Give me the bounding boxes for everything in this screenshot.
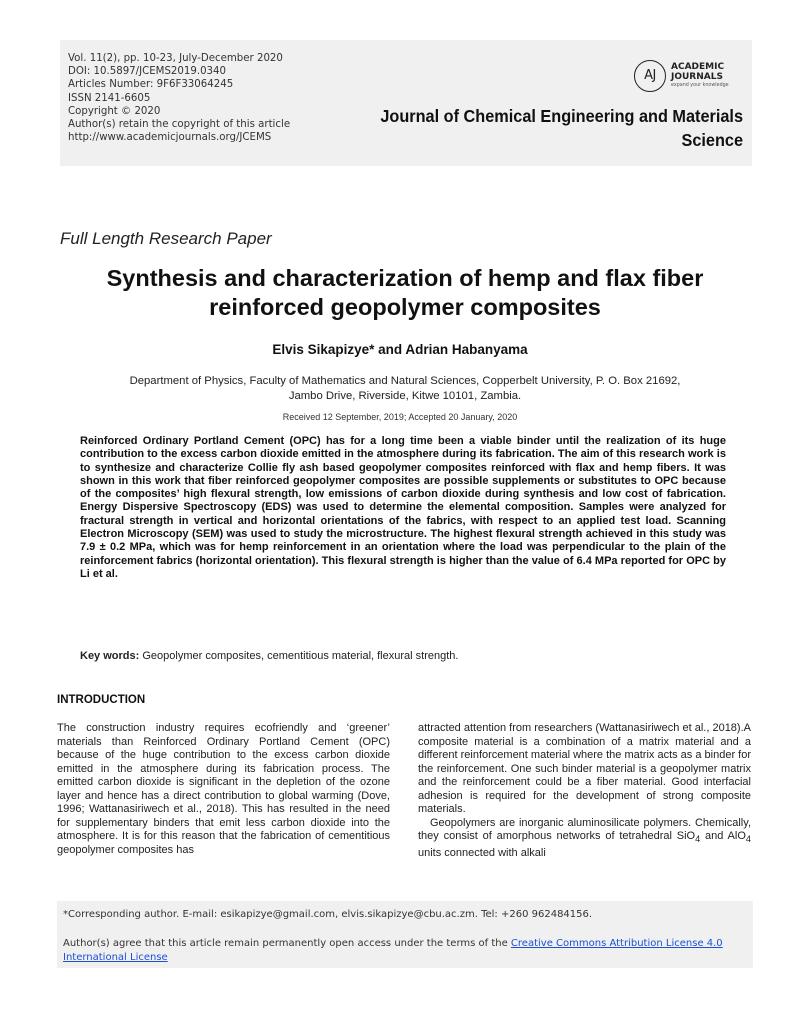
- paragraph: attracted attention from researchers (Wattanasiriwech et al., 2018).A composite material is a combination of a matrix material and a different reinforcement material where the matrix acts as a binder for the reinforcement. One such binder material is a geopolymer matrix and the reinforcement could be a fiber material. Good interfacial adhesion is required for the development of strong composite materials.: [418, 722, 752, 815]
- received-dates: Received 12 September, 2019; Accepted 20 January, 2020: [282, 412, 518, 422]
- journal-header: [60, 40, 752, 166]
- keywords-label: Key words:: [80, 650, 140, 662]
- body-column-left: [57, 722, 390, 857]
- academic-journals-logo: [634, 58, 744, 98]
- footer-notes: [57, 901, 753, 968]
- article-meta: [68, 52, 290, 144]
- meta-url: http://www.academicjournals.org/JCEMS: [68, 132, 272, 144]
- paper-title-line-1: Synthesis and characterization of hemp and flax fiber: [106, 265, 704, 291]
- journal-title-line-1: Journal of Chemical Engineering and Materials: [380, 106, 743, 126]
- paragraph-text: and AlO: [700, 830, 746, 842]
- paragraph: The construction industry requires ecofriendly and ‘greener’ materials than Reinforced Ordinary Portland Cement (OPC) because of the huge contribution to the excess carbon dioxide emitted in the atmosphere during its fabrication process. The emitted carbon dioxide is significant in the depletion of the ozone layer and hence has a direct contribution to global warming (Dove, 1996; Wattanasiriwech et al., 2018). This has resulted in the need for supplementary binders that emit less carbon dioxide into the atmosphere. It is for this reason that the fabrication of cementitious geopolymer composites has: [57, 722, 390, 856]
- logo-tagline: expand your knowledge: [671, 83, 729, 88]
- aj-logo-icon: AJ: [634, 60, 666, 92]
- logo-wordmark: [671, 62, 724, 82]
- paragraph: [418, 817, 751, 861]
- paper-title-line-2: reinforced geopolymer composites: [209, 294, 601, 320]
- affiliation: [70, 374, 740, 404]
- paragraph-text: units connected with alkali: [418, 846, 546, 859]
- logo-word-journals: JOURNALS: [671, 72, 723, 82]
- subscript: 4: [695, 834, 701, 845]
- meta-copyright: Copyright © 2020: [68, 105, 161, 117]
- license-text: Author(s) agree that this article remain permanently open access under the terms of the: [63, 938, 511, 949]
- license-link-part-2[interactable]: License 4.0 International License: [63, 938, 723, 963]
- journal-title-line-2: Science: [681, 130, 743, 150]
- introduction-heading: INTRODUCTION: [57, 694, 146, 706]
- paper-title: [40, 264, 770, 322]
- meta-volume: Vol. 11(2), pp. 10-23, July-December 2020: [68, 53, 283, 64]
- paragraph-text: Geopolymers are inorganic aluminosilicate polymers. Chemically, they consist of amorphous networks of tetrahedral SiO: [418, 816, 751, 842]
- keywords-list: Geopolymer composites, cementitious material, flexural strength.: [142, 650, 459, 662]
- authors: Elvis Sikapizye* and Adrian Habanyama: [272, 342, 528, 357]
- meta-rights: Author(s) retain the copyright of this article: [68, 119, 291, 131]
- meta-issn: ISSN 2141-6605: [68, 92, 151, 104]
- logo-word-academic: ACADEMIC: [671, 62, 725, 72]
- affiliation-line-2: Jambo Drive, Riverside, Kitwe 10101, Zambia.: [288, 390, 522, 402]
- meta-doi: DOI: 10.5897/JCEMS2019.0340: [68, 66, 227, 78]
- keywords: [80, 650, 458, 662]
- journal-title: [352, 104, 743, 152]
- affiliation-line-1: Department of Physics, Faculty of Mathematics and Natural Sciences, Copperbelt University, P. O. Box 21692,: [129, 375, 681, 387]
- section-type: Full Length Research Paper: [60, 229, 272, 248]
- license-statement: [63, 937, 753, 964]
- license-link-part-1[interactable]: Creative Commons Attribution: [510, 938, 663, 949]
- corresponding-author: *Corresponding author. E-mail: esikapizye@gmail.com, elvis.sikapizye@cbu.ac.zm. Tel: +260 962484156.: [63, 909, 593, 920]
- subscript: 4: [745, 834, 751, 845]
- body-column-right: [418, 722, 751, 860]
- abstract: Reinforced Ordinary Portland Cement (OPC) has for a long time been a viable binder until the realization of its huge contribution to the excess carbon dioxide emitted in the atmosphere during its fabrication. The aim of this research work is to synthesize and characterize Collie fly ash based geopolymer composites reinforced with flax and hemp fibers. It was shown in this work that fiber reinforced geopolymer composites are possible supplements or substitutes to OPC because of the composites’ high flexural strength, low emissions of carbon dioxide during synthesis and low cost of fabrication. Energy Dispersive Spectroscopy (EDS) was used to determine the elemental composition. Samples were analyzed for fractural strength in vertical and horizontal orientations of the fabrics, with respect to an applied test load. Scanning Electron Microscopy (SEM) was used to study the microstructure. The highest flexural strength achieved in this study was 7.9 ± 0.2 MPa, which was for hemp reinforcement in an orientation where the load was perpendicular to the plain of the reinforcement fabrics (horizontal orientation). This flexural strength is higher than the value of 6.4 MPa reported for OPC by Li et al.: [80, 435, 726, 580]
- meta-article-number: Articles Number: 9F6F33064245: [68, 79, 234, 91]
